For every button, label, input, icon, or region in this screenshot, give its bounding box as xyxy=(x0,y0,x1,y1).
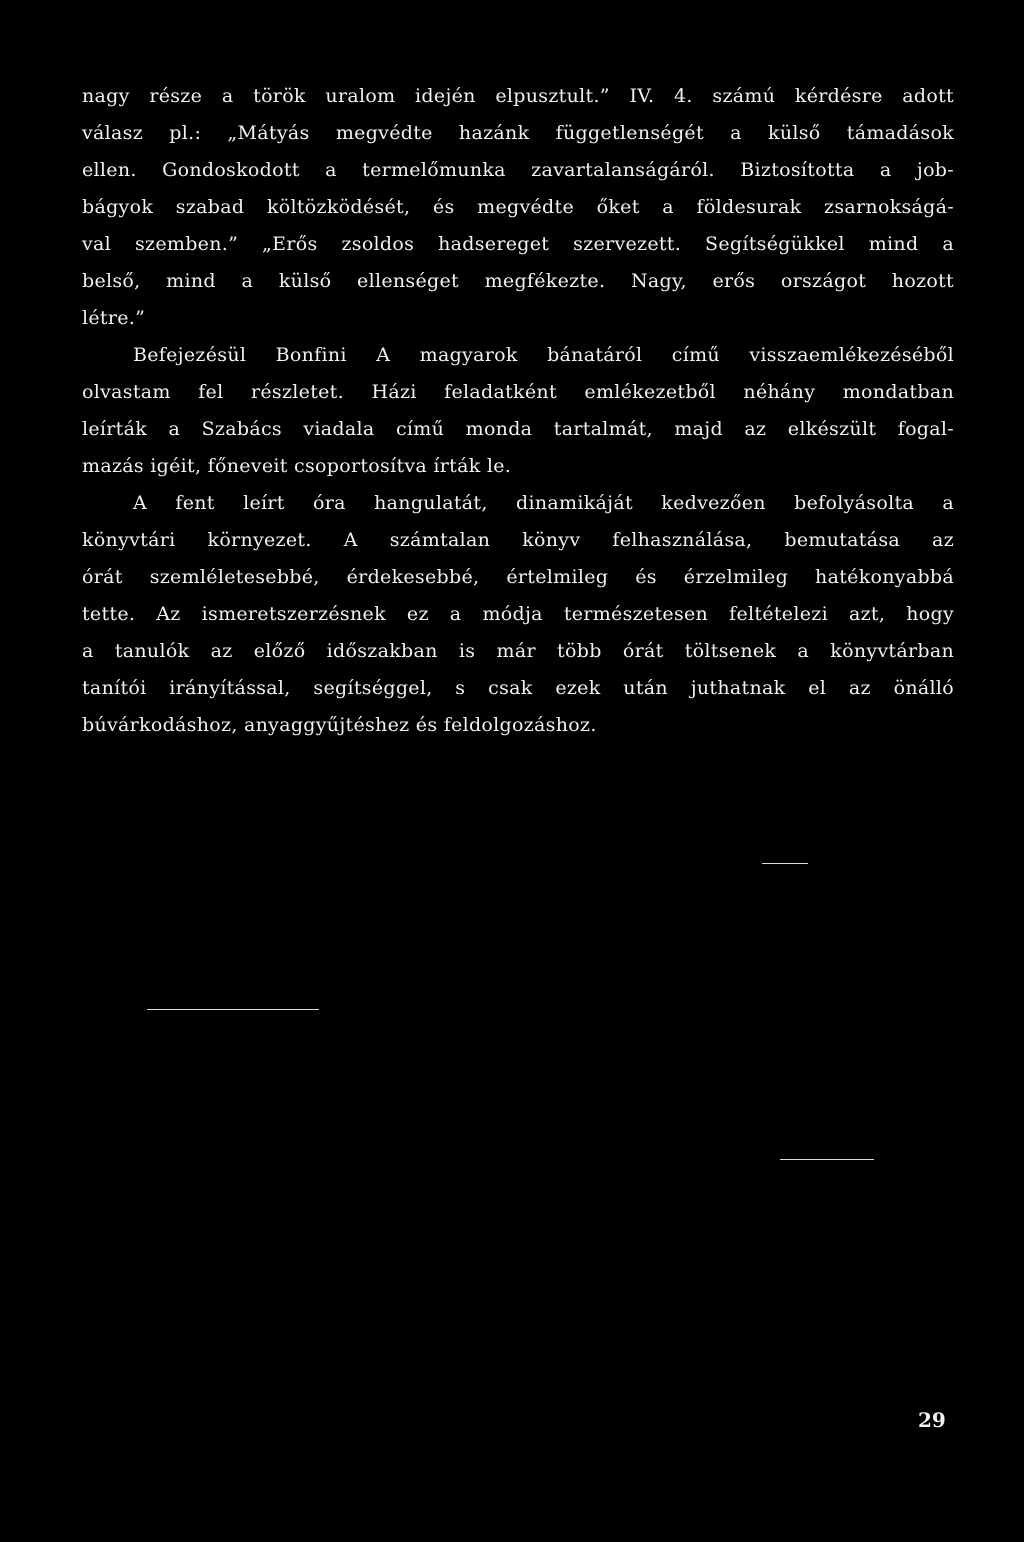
text-line: belső, mind a külső ellenséget megfékezte. Nagy, erős országot hozott xyxy=(82,270,954,292)
body-text xyxy=(82,78,954,744)
page-number: 29 xyxy=(918,1408,946,1432)
text-line: A fent leírt óra hangulatát, dinamikáját kedvezően befolyásolta a xyxy=(133,492,954,514)
text-line: bágyok szabad költözködését, és megvédte őket a földesurak zsarnokságá- xyxy=(82,196,954,218)
text-line: nagy része a török uralom idején elpusztult.” IV. 4. számú kérdésre adott xyxy=(82,85,954,107)
text-line: létre.” xyxy=(82,307,146,329)
text-line: Befejezésül Bonfini A magyarok bánatáról című visszaemlékezéséből xyxy=(133,344,954,366)
text-line: búvárkodáshoz, anyaggyűjtéshez és feldolgozáshoz. xyxy=(82,714,597,736)
text-line: válasz pl.: „Mátyás megvédte hazánk függetlenségét a külső támadások xyxy=(82,122,954,144)
text-line: leírták a Szabács viadala című monda tartalmát, majd az elkészült fogal- xyxy=(82,418,954,440)
text-line: ellen. Gondoskodott a termelőmunka zavartalanságáról. Biztosította a job- xyxy=(82,159,954,181)
text-line: tette. Az ismeretszerzésnek ez a módja természetesen feltételezi azt, hogy xyxy=(82,603,954,625)
text-line: mazás igéit, főneveit csoportosítva írták le. xyxy=(82,455,512,477)
text-line: órát szemléletesebbé, érdekesebbé, értelmileg és érzelmileg hatékonyabbá xyxy=(82,566,954,588)
text-line: a tanulók az előző időszakban is már több órát töltsenek a könyvtárban xyxy=(82,640,954,662)
text-line: olvastam fel részletet. Házi feladatként emlékezetből néhány mondatban xyxy=(82,381,954,403)
decorative-rule xyxy=(762,863,808,864)
text-line: könyvtári környezet. A számtalan könyv felhasználása, bemutatása az xyxy=(82,529,954,551)
text-line: tanítói irányítással, segítséggel, s csak ezek után juthatnak el az önálló xyxy=(82,677,954,699)
decorative-rule xyxy=(147,1009,319,1010)
text-line: val szemben.” „Erős zsoldos hadsereget szervezett. Segítségükkel mind a xyxy=(82,233,954,255)
decorative-rule xyxy=(780,1159,874,1160)
